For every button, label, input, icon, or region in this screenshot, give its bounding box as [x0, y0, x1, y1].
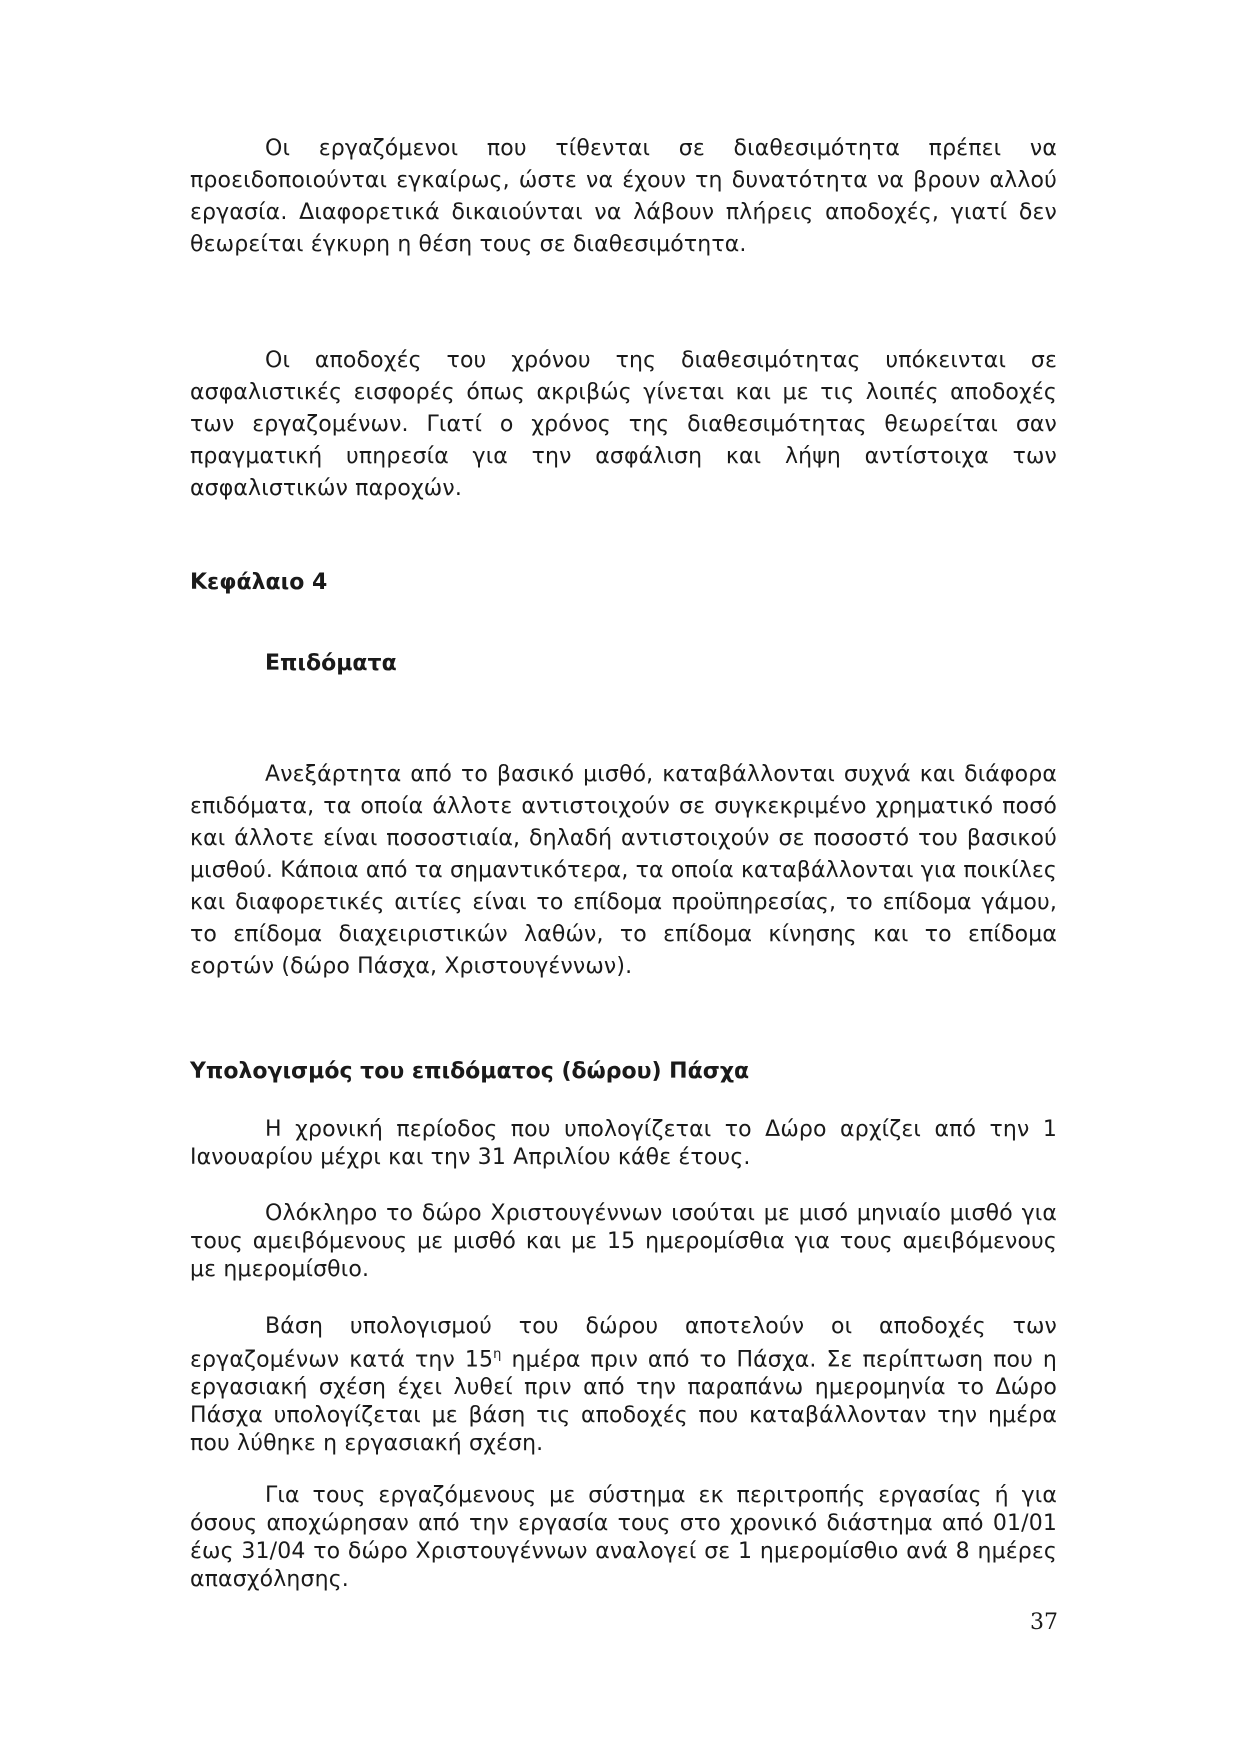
- page-number: 37: [1030, 1610, 1058, 1635]
- paragraph-bonus-basis-end: ημέρα πριν από το Πάσχα. Σε περίπτωση που η εργασιακή σχέση έχει λυθεί πριν από την παραπάνω ημερομηνία το Δώρο Πάσχα υπολογίζεται με βάση τις αποδοχές που καταβάλλονταν την ημέρα που λύθηκε η εργασιακή σχέση.: [190, 1347, 1058, 1457]
- paragraph-allowances: Ανεξάρτητα από το βασικό μισθό, καταβάλλονται συχνά και διάφορα επιδόματα, τα οποία άλλοτε αντιστοιχούν σε συγκεκριμένο χρηματικό ποσό και άλλοτε είναι ποσοστιαία, δηλαδή αντιστοιχούν σε ποσοστό του βασικού μισθού. Κάποια από τα σημαντικότερα, τα οποία καταβάλλονται για ποικίλες και διαφορετικές αιτίες είναι το επίδομα προϋπηρεσίας, το επίδομα γάμου, το επίδομα διαχειριστικών λαθών, το επίδομα κίνησης και το επίδομα εορτών (δώρο Πάσχα, Χριστουγέννων).: [190, 762, 1057, 979]
- paragraph-bonus-amount: Ολόκληρο το δώρο Χριστουγέννων ισούται με μισό μηνιαίο μισθό για τους αμειβόμενους με μισθό και με 15 ημερομίσθια για τους αμειβόμενους με ημερομίσθιο.: [190, 1201, 1057, 1282]
- ordinal-superscript: η: [493, 1347, 502, 1362]
- paragraph-rotational-work: Για τους εργαζόμενους με σύστημα εκ περιτροπής εργασίας ή για όσους αποχώρησαν από την εργασία τους στο χρονικό διάστημα από 01/01 έως 31/04 το δώρο Χριστουγέννων αναλογεί σε 1 ημερομίσθιο ανά 8 ημέρες απασχόλησης.: [190, 1483, 1057, 1592]
- subsection-heading: Υπολογισμός του επιδόματος (δώρου) Πάσχα: [190, 1059, 750, 1084]
- paragraph-bonus-period: Η χρονική περίοδος που υπολογίζεται το Δώρο αρχίζει από την 1 Ιανουαρίου μέχρι και την 31 Απριλίου κάθε έτους.: [190, 1117, 1057, 1170]
- paragraph-bonus-basis: [190, 1313, 1057, 1458]
- chapter-heading: Κεφάλαιο 4: [190, 570, 328, 595]
- paragraph-bonus-basis-start: Βάση υπολογισμού του δώρου αποτελούν οι αποδοχές των εργαζομένων κατά την 15: [190, 1314, 1057, 1373]
- paragraph-availability-insurance: Οι αποδοχές του χρόνου της διαθεσιμότητας υπόκεινται σε ασφαλιστικές εισφορές όπως ακριβώς γίνεται και με τις λοιπές αποδοχές των εργαζομένων. Γιατί ο χρόνος της διαθεσιμότητας θεωρείται σαν πραγματική υπηρεσία για την ασφάλιση και λήψη αντίστοιχα των ασφαλιστικών παροχών.: [190, 348, 1057, 501]
- paragraph-availability-notice: Οι εργαζόμενοι που τίθενται σε διαθεσιμότητα πρέπει να προειδοποιούνται εγκαίρως, ώστε να έχουν τη δυνατότητα να βρουν αλλού εργασία. Διαφορετικά δικαιούνται να λάβουν πλήρεις αποδοχές, γιατί δεν θεωρείται έγκυρη η θέση τους σε διαθεσιμότητα.: [190, 136, 1057, 257]
- section-heading: Επιδόματα: [265, 651, 397, 676]
